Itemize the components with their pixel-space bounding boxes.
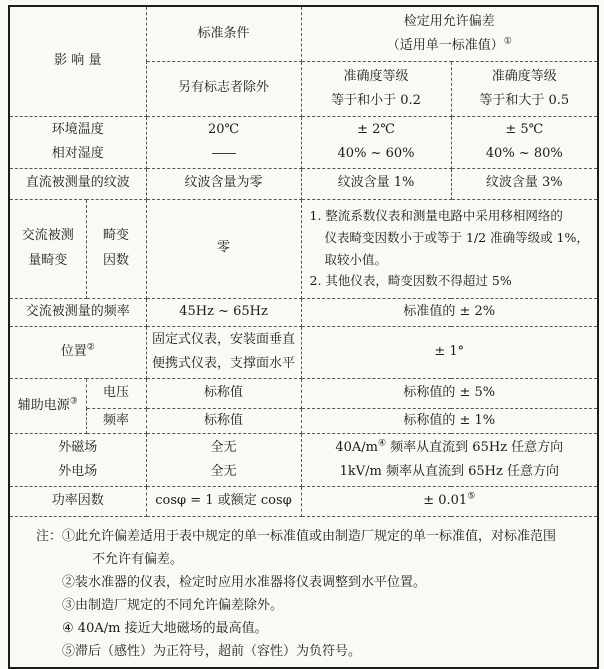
env-temp-dev-small: ± 2℃ xyxy=(357,121,395,137)
position-deviation: ± 1° xyxy=(434,343,465,359)
notes-prefix: 注： xyxy=(36,528,63,544)
cell-dc-ripple-standard xyxy=(146,168,301,199)
note-2-text: 装水准器的仪表，检定时应用水准器将仪表调整到水平位置。 xyxy=(75,574,427,590)
note-item-3 xyxy=(62,594,587,617)
allowed-deviation-subtitle: （适用单一标准值）① xyxy=(386,36,512,53)
cell-ac-frequency-deviation xyxy=(301,298,598,326)
notes-list xyxy=(62,525,587,663)
aux-voltage-deviation: 标称值的 ± 5% xyxy=(403,384,496,400)
power-factor-deviation: ± 0.01 xyxy=(423,493,468,509)
note-1-text-continued: 不允许有偏差。 xyxy=(92,551,184,567)
cell-influence-quantity xyxy=(9,6,146,116)
ac-distortion-label-line1: 交流被测 xyxy=(21,228,74,244)
electric-field-standard: 全无 xyxy=(210,463,237,479)
row-ac-distortion xyxy=(9,199,598,298)
aux-frequency-label: 频率 xyxy=(103,412,130,428)
cell-external-fields-deviation xyxy=(301,433,598,486)
aux-power-label: 辅助电源 xyxy=(17,397,70,413)
dc-ripple-dev-large: 纹波含量 3% xyxy=(485,175,563,191)
accuracy-small-line1: 准确度等级 xyxy=(343,69,409,85)
cell-environment-large xyxy=(451,116,598,168)
electric-field-label: 外电场 xyxy=(58,463,98,479)
cell-aux-frequency-deviation xyxy=(301,408,598,433)
aux-frequency-deviation: 标称值的 ± 1% xyxy=(403,412,496,428)
env-temp-standard: 20℃ xyxy=(207,121,240,137)
cell-external-fields-label xyxy=(9,433,146,486)
cell-standard-conditions xyxy=(146,6,301,61)
row-position xyxy=(9,326,598,378)
accuracy-large-line1: 准确度等级 xyxy=(491,69,557,85)
cell-notes xyxy=(9,516,598,668)
ac-frequency-standard: 45Hz ~ 65Hz xyxy=(179,303,268,319)
magnetic-field-standard: 全无 xyxy=(210,439,237,455)
cell-dc-ripple-small xyxy=(301,168,451,199)
allowed-deviation-title: 检定用允许偏差 xyxy=(403,14,495,30)
cell-accuracy-small xyxy=(301,61,451,116)
note-item-5 xyxy=(62,640,587,663)
note-2-marker: ② xyxy=(62,574,76,590)
cell-ac-distortion-deviation xyxy=(301,199,598,298)
env-temp-label: 环境温度 xyxy=(51,121,104,137)
cell-allowed-deviation-title xyxy=(301,6,598,61)
distortion-rule-1-line1: 1. 整流系数仪表和测量电路中采用移相网络的 xyxy=(309,207,563,223)
cell-environment-label xyxy=(9,116,146,168)
row-aux-voltage xyxy=(9,378,598,408)
influence-quantity-label: 影 响 量 xyxy=(54,53,102,69)
cell-external-fields-standard xyxy=(146,433,301,486)
ac-distortion-standard: 零 xyxy=(217,240,231,256)
note-4-text: 40A/m 接近大地磁场的最高值。 xyxy=(73,620,268,636)
row-aux-frequency xyxy=(9,408,598,433)
accuracy-small-line2: 等于和小于 0.2 xyxy=(331,92,421,108)
distortion-rule-1-line2: 仪表畸变因数小于或等于 1/2 准确等级或 1%， xyxy=(324,229,589,245)
verification-deviation-table xyxy=(8,5,599,669)
cell-aux-frequency-label xyxy=(86,408,146,433)
ac-frequency-label: 交流被测量的频率 xyxy=(25,303,130,319)
cell-position-deviation xyxy=(301,326,598,378)
cell-aux-voltage-deviation xyxy=(301,378,598,408)
humidity-dev-small: 40% ~ 60% xyxy=(337,146,415,161)
cell-power-factor-deviation xyxy=(301,486,598,516)
note-5-marker: ⑤ xyxy=(62,643,76,659)
note-1-marker: ① xyxy=(62,528,76,544)
note-3-text: 由制造厂规定的不同允许偏差除外。 xyxy=(75,597,284,613)
cell-aux-voltage-label xyxy=(86,378,146,408)
dc-ripple-dev-small: 纹波含量 1% xyxy=(337,175,415,191)
row-environment xyxy=(9,116,598,168)
position-standard-fixed: 固定式仪表，安装面垂直 xyxy=(152,331,296,347)
aux-voltage-standard: 标称值 xyxy=(204,384,244,400)
power-factor-standard: cosφ = 1 或额定 cosφ xyxy=(155,493,292,509)
cell-aux-frequency-standard xyxy=(146,408,301,433)
distortion-factor-line2: 因数 xyxy=(103,252,130,268)
cell-ac-distortion-standard xyxy=(146,199,301,298)
note-ref-1: ① xyxy=(503,36,512,47)
cell-accuracy-large xyxy=(451,61,598,116)
cell-position-standard xyxy=(146,326,301,378)
electric-field-deviation: 1kV/m 频率从直流到 65Hz 任意方向 xyxy=(339,463,559,479)
accuracy-large-line2: 等于和大于 0.5 xyxy=(479,92,570,108)
row-dc-ripple xyxy=(9,168,598,199)
power-factor-label: 功率因数 xyxy=(51,493,104,509)
aux-voltage-label: 电压 xyxy=(103,384,130,400)
exception-label: 另有标志者除外 xyxy=(178,80,270,96)
note-item-2 xyxy=(62,571,587,594)
ac-frequency-deviation: 标准值的 ± 2% xyxy=(403,303,496,319)
env-temp-dev-large: ± 5℃ xyxy=(505,121,544,137)
note-5-text: 滞后（感性）为正符号，超前（容性）为负符号。 xyxy=(75,643,362,659)
aux-frequency-standard: 标称值 xyxy=(204,412,244,428)
note-3-marker: ③ xyxy=(62,597,76,613)
humidity-label: 相对湿度 xyxy=(51,146,104,161)
note-ref-5: ⑤ xyxy=(467,491,476,502)
cell-exception xyxy=(146,61,301,116)
note-4-marker: ④ xyxy=(62,620,74,636)
cell-aux-power-label xyxy=(9,378,86,433)
magnetic-field-deviation: 40A/m④ 频率从直流到 65Hz 任意方向 xyxy=(335,438,564,455)
row-external-fields xyxy=(9,433,598,486)
cell-aux-voltage-standard xyxy=(146,378,301,408)
standard-conditions-label: 标准条件 xyxy=(197,25,250,41)
dc-ripple-label: 直流被测量的纹波 xyxy=(25,175,130,191)
magnetic-field-label: 外磁场 xyxy=(58,439,98,455)
row-ac-frequency xyxy=(9,298,598,326)
cell-dc-ripple-large xyxy=(451,168,598,199)
notes-section xyxy=(36,525,587,663)
cell-position-label xyxy=(9,326,146,378)
cell-power-factor-standard xyxy=(146,486,301,516)
ac-distortion-label-line2: 量畸变 xyxy=(28,252,68,268)
cell-distortion-factor-label xyxy=(86,199,146,298)
note-ref-3: ③ xyxy=(69,396,78,407)
note-1-text: 此允许偏差适用于表中规定的单一标准值或由制造厂规定的单一标准值，对标准范围 xyxy=(75,528,557,544)
row-power-factor xyxy=(9,486,598,516)
row-notes xyxy=(9,516,598,668)
position-label: 位置 xyxy=(60,343,87,359)
header-row-1 xyxy=(9,6,598,61)
position-standard-portable: 便携式仪表，支撑面水平 xyxy=(152,356,296,371)
cell-ac-frequency-standard xyxy=(146,298,301,326)
cell-ac-distortion-label xyxy=(9,199,86,298)
cell-power-factor-label xyxy=(9,486,146,516)
cell-environment-small xyxy=(301,116,451,168)
note-item-1 xyxy=(62,525,587,571)
cell-dc-ripple-label xyxy=(9,168,146,199)
note-ref-4: ④ xyxy=(377,438,387,449)
humidity-standard: —— xyxy=(211,146,236,161)
note-item-4 xyxy=(62,617,587,640)
dc-ripple-standard: 纹波含量为零 xyxy=(184,175,263,191)
distortion-rule-2: 2. 其他仪表，畸变因数不得超过 5% xyxy=(309,273,512,289)
distortion-factor-line1: 畸变 xyxy=(103,228,130,244)
cell-ac-frequency-label xyxy=(9,298,146,326)
note-ref-2: ② xyxy=(86,342,95,353)
distortion-rule-1-line3: 取较小值。 xyxy=(324,251,388,267)
cell-environment-standard xyxy=(146,116,301,168)
humidity-dev-large: 40% ~ 80% xyxy=(485,146,563,161)
